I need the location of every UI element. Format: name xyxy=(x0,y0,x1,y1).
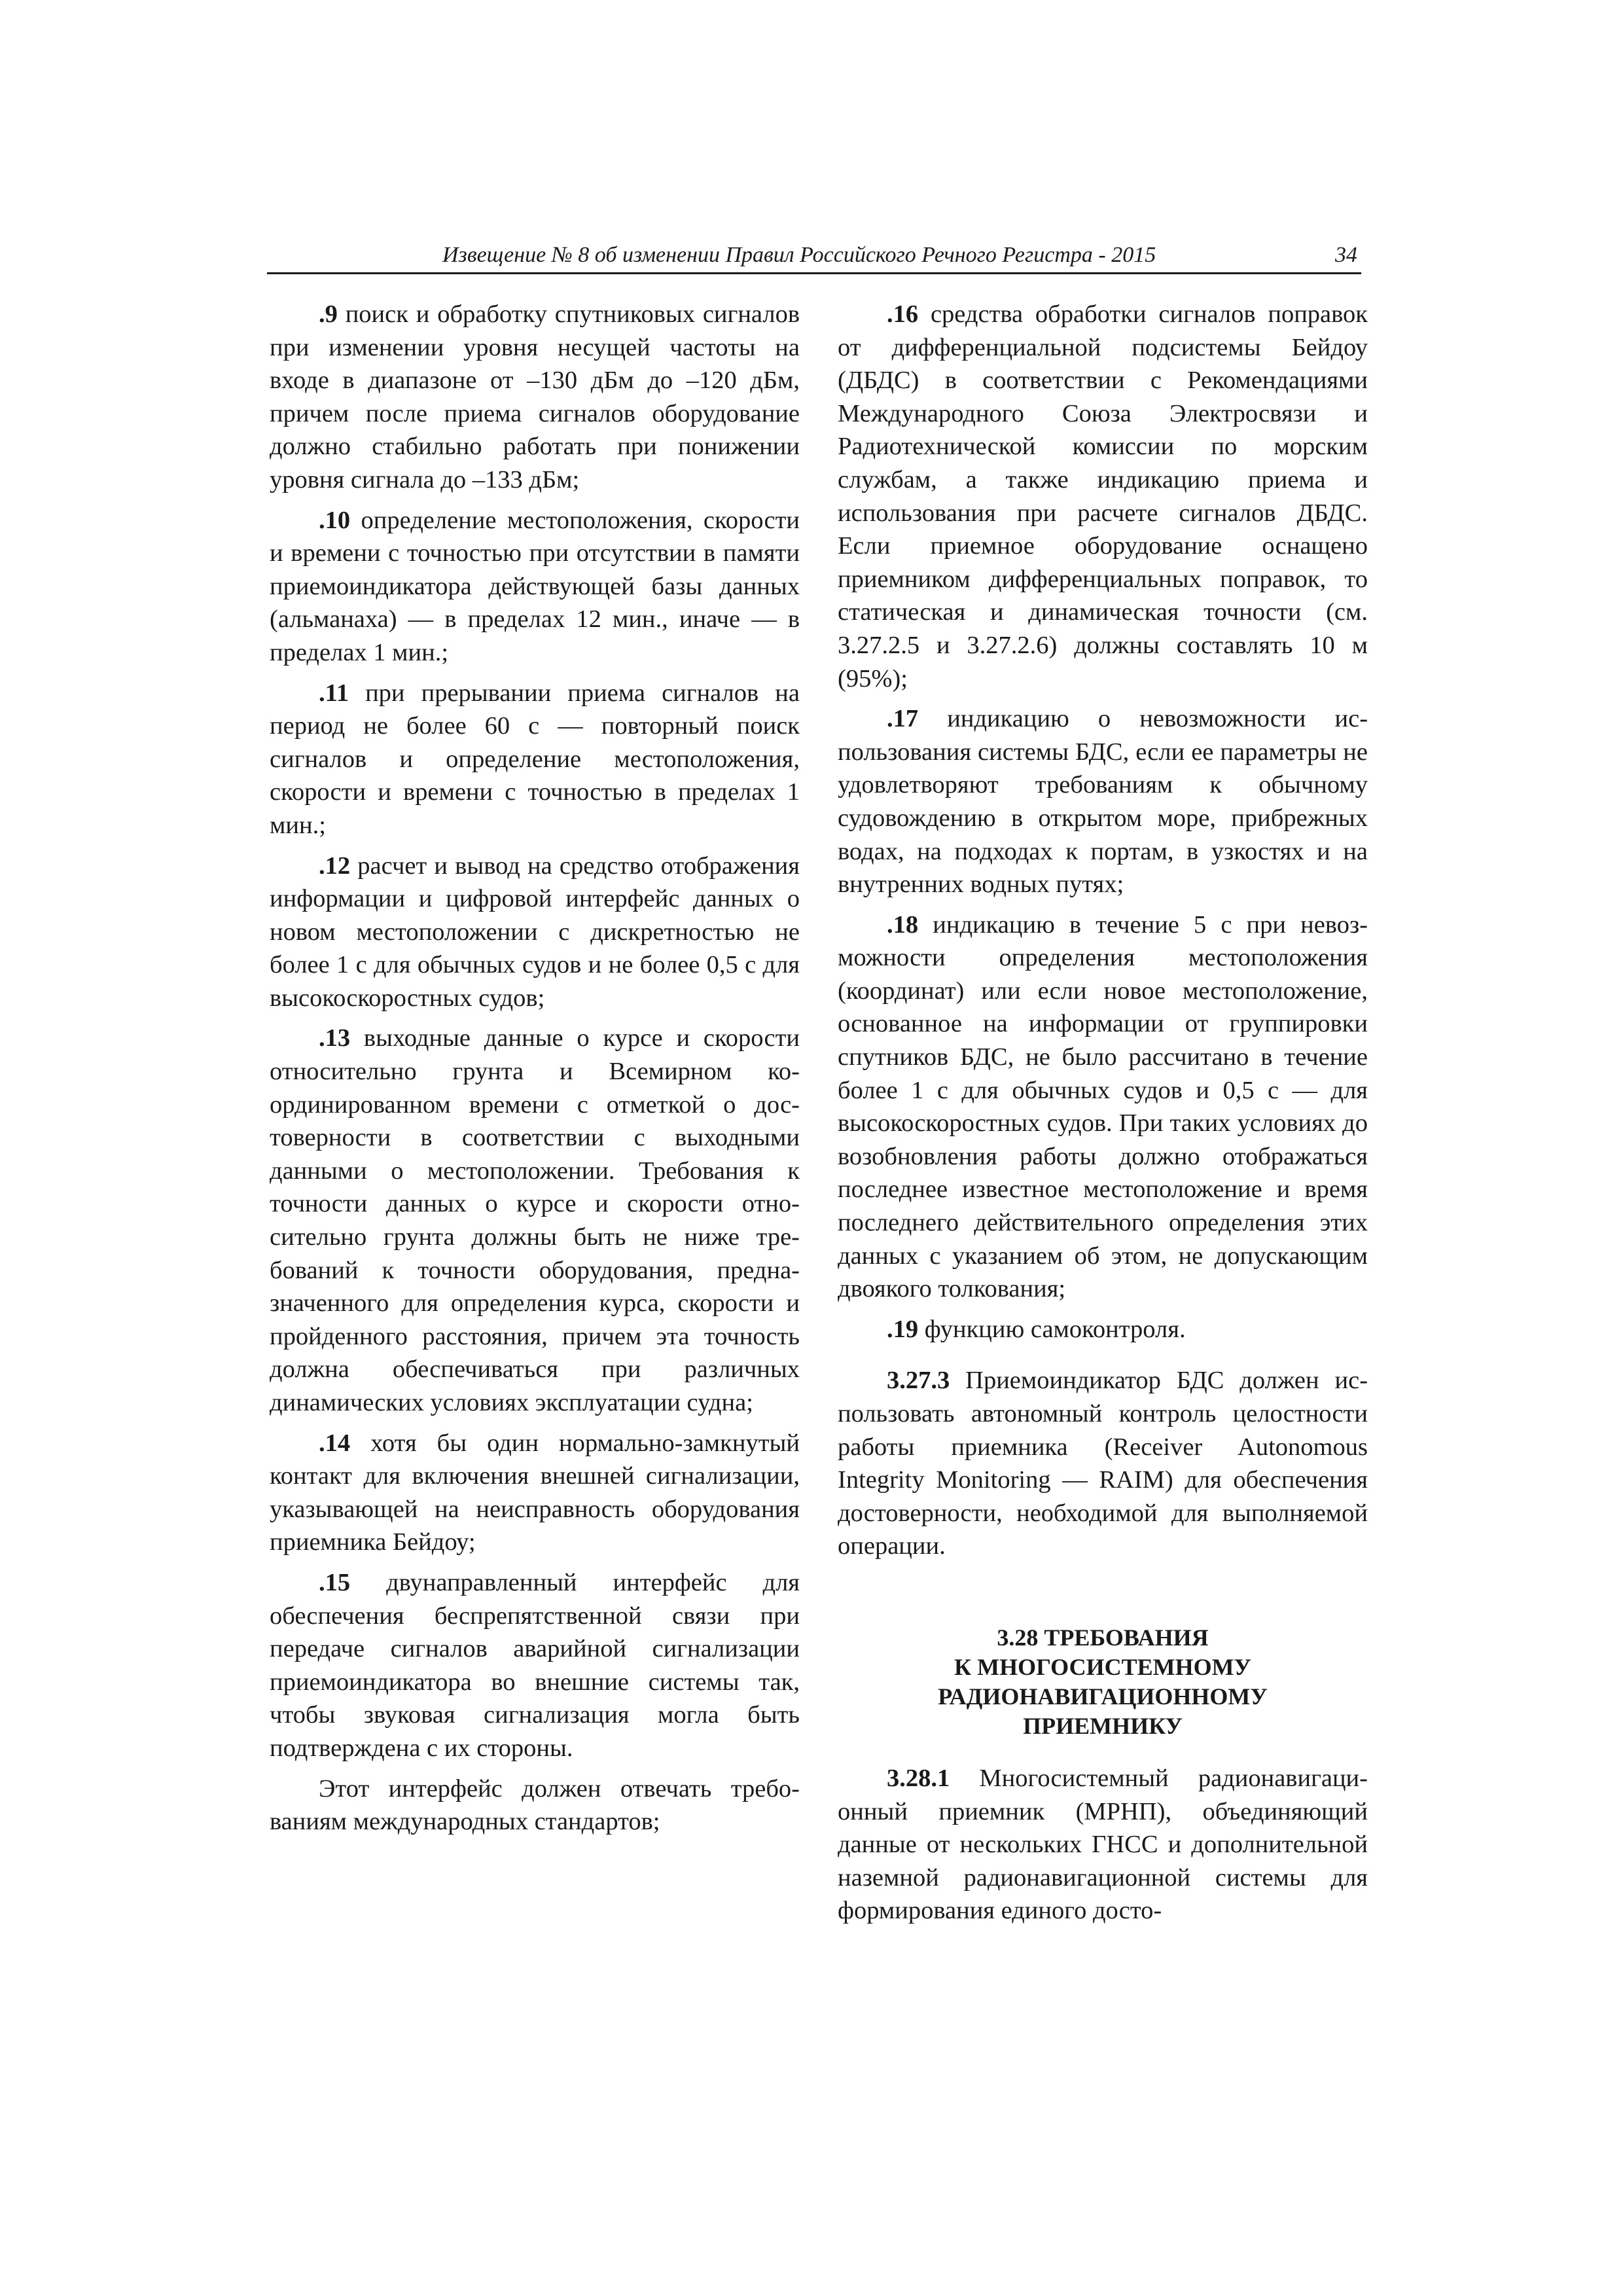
item-number: .13 xyxy=(319,1024,351,1052)
item-text: функцию самоконтроля. xyxy=(924,1315,1186,1343)
item-text: поиск и обработку спутниковых сигналов при изменении уровня несущей частоты на входе в диапазоне от –130 дБм до –120 дБм, причем после приема сигналов оборудование должно стабильно работать при понижении уровня сигнала до –133 дБм; xyxy=(270,300,800,493)
section-heading-line: РАДИОНАВИГАЦИОННОМУ xyxy=(938,1683,1268,1710)
clause-3-27-3 xyxy=(838,1364,1368,1563)
item-text: средства обработки сигналов поправок от дифференциальной подсистемы Бейдоу (ДБДС) в соответствии с Рекомендациями Международного Союза Электросвязи и Радиотехнической комиссии по морским службам, а также индикацию приема и использования при расчете сигналов ДБДС. Если приемное оборудование оснащено приемником дифференциальных поправок, то статическая и динамическая точности (см. 3.27.2.5 и 3.27.2.6) должны составлять 10 м (95%); xyxy=(838,300,1368,692)
list-item-11 xyxy=(270,677,800,842)
header-title: Извещение № 8 об изменении Правил Российского Речного Регистра - 2015 xyxy=(442,243,1156,267)
section-heading xyxy=(838,1623,1368,1741)
list-item-10 xyxy=(270,504,800,670)
list-item-15 xyxy=(270,1566,800,1765)
clause-3-28-1 xyxy=(838,1762,1368,1928)
item-number: .14 xyxy=(319,1429,351,1457)
item-number: .18 xyxy=(887,910,919,939)
page-number: 34 xyxy=(1335,243,1357,267)
list-item-16 xyxy=(838,298,1368,695)
list-item-18 xyxy=(838,908,1368,1306)
item-text: хотя бы один нормально-замкнутый контакт для включения внешней сигнализации, указывающей на неисправность оборудования приемника Бейдоу; xyxy=(270,1429,800,1556)
right-column xyxy=(838,298,1368,1928)
item-text: индикацию в течение 5 с при невозможности определения местоположения (координат) или если новое местоположение, основанное на информации от группировки спутников БДС, не было рассчитано в течение более 1 с для обычных судов и 0,5 с — для высокоскоростных судов. При таких условиях до возобновления работы должно отображаться последнее известное местоположение и время последнего действительного определения этих данных с указанием об этом, не допускающим двоякого толкования; xyxy=(838,910,1368,1303)
item-text: выходные данные о курсе и скорости относительно грунта и Всемирном координированном времени с отметкой о достоверности в соответствии с выходными данными о местоположении. Требования к точности данных о курсе и скорости относительно грунта должны быть не ниже требований к точности оборудования, предназначенного для определения курса, скорости и пройденного расстояния, причем эта точность должна обеспечиваться при различных динамических условиях эксплуатации судна; xyxy=(270,1024,800,1416)
item-number: .10 xyxy=(319,506,351,534)
clause-text: Многосистемный радионавигационный приемник (МРНП), объединяющий данные от нескольких ГНСС и дополнительной наземной радионавигационной системы для формирования единого досто- xyxy=(838,1764,1368,1925)
item-number: .15 xyxy=(319,1568,351,1596)
list-item-9 xyxy=(270,298,800,497)
item-text: расчет и вывод на средство отображения информации и цифровой интерфейс данных о новом местоположении с дискретностью не более 1 с для обычных судов и не более 0,5 с для высокоскоростных судов; xyxy=(270,852,800,1012)
left-column xyxy=(270,298,800,1839)
running-header xyxy=(267,241,1361,274)
closing-paragraph: Этот интерфейс должен отвечать требованиям международных стандартов; xyxy=(270,1774,800,1836)
clause-number: 3.28.1 xyxy=(887,1764,950,1792)
item-number: .11 xyxy=(319,679,349,707)
list-item-19 xyxy=(838,1313,1368,1346)
item-text: индикацию о невозможности использования системы БДС, если ее параметры не удовлетворяют требованиям к обычному судовождению в открытом море, прибрежных водах, на подходах к портам, в узкостях и на внутренних водных путях; xyxy=(838,705,1368,899)
item-number: .12 xyxy=(319,852,351,880)
list-item-17 xyxy=(838,702,1368,901)
clause-text: Приемоиндикатор БДС должен использовать автономный контроль целостности работы приемника (Receiver Autonomous Integrity Monitoring — RAIM) для обеспечения достоверности, необходимой для выполняемой операции. xyxy=(838,1367,1368,1560)
item-number: .16 xyxy=(887,300,919,328)
item-number: .9 xyxy=(319,300,338,328)
section-heading-line: ПРИЕМНИКУ xyxy=(1023,1712,1183,1739)
section-heading-line: 3.28 ТРЕБОВАНИЯ xyxy=(997,1624,1209,1651)
item-text: определение местоположения, скорости и времени с точностью при отсутствии в памяти приемоиндикатора действующей базы данных (альманаха) — в пределах 12 мин., иначе — в пределах 1 мин.; xyxy=(270,506,800,666)
list-item-13 xyxy=(270,1022,800,1419)
item-text: при прерывании приема сигналов на период не более 60 с — повторный поиск сигналов и определение местоположения, скорости и времени с точностью в пределах 1 мин.; xyxy=(270,679,800,839)
item-number: .17 xyxy=(887,705,919,733)
clause-number: 3.27.3 xyxy=(887,1367,950,1395)
list-item-12 xyxy=(270,850,800,1015)
list-item-14 xyxy=(270,1427,800,1559)
item-text: двунаправленный интерфейс для обеспечения беспрепятственной связи при передаче сигналов аварийной сигнализации приемоиндикатора во внешние системы так, чтобы звуковая сигнализация могла быть подтверждена с их стороны. xyxy=(270,1568,800,1762)
item-number: .19 xyxy=(887,1315,919,1343)
section-heading-line: К МНОГОСИСТЕМНОМУ xyxy=(954,1653,1251,1680)
